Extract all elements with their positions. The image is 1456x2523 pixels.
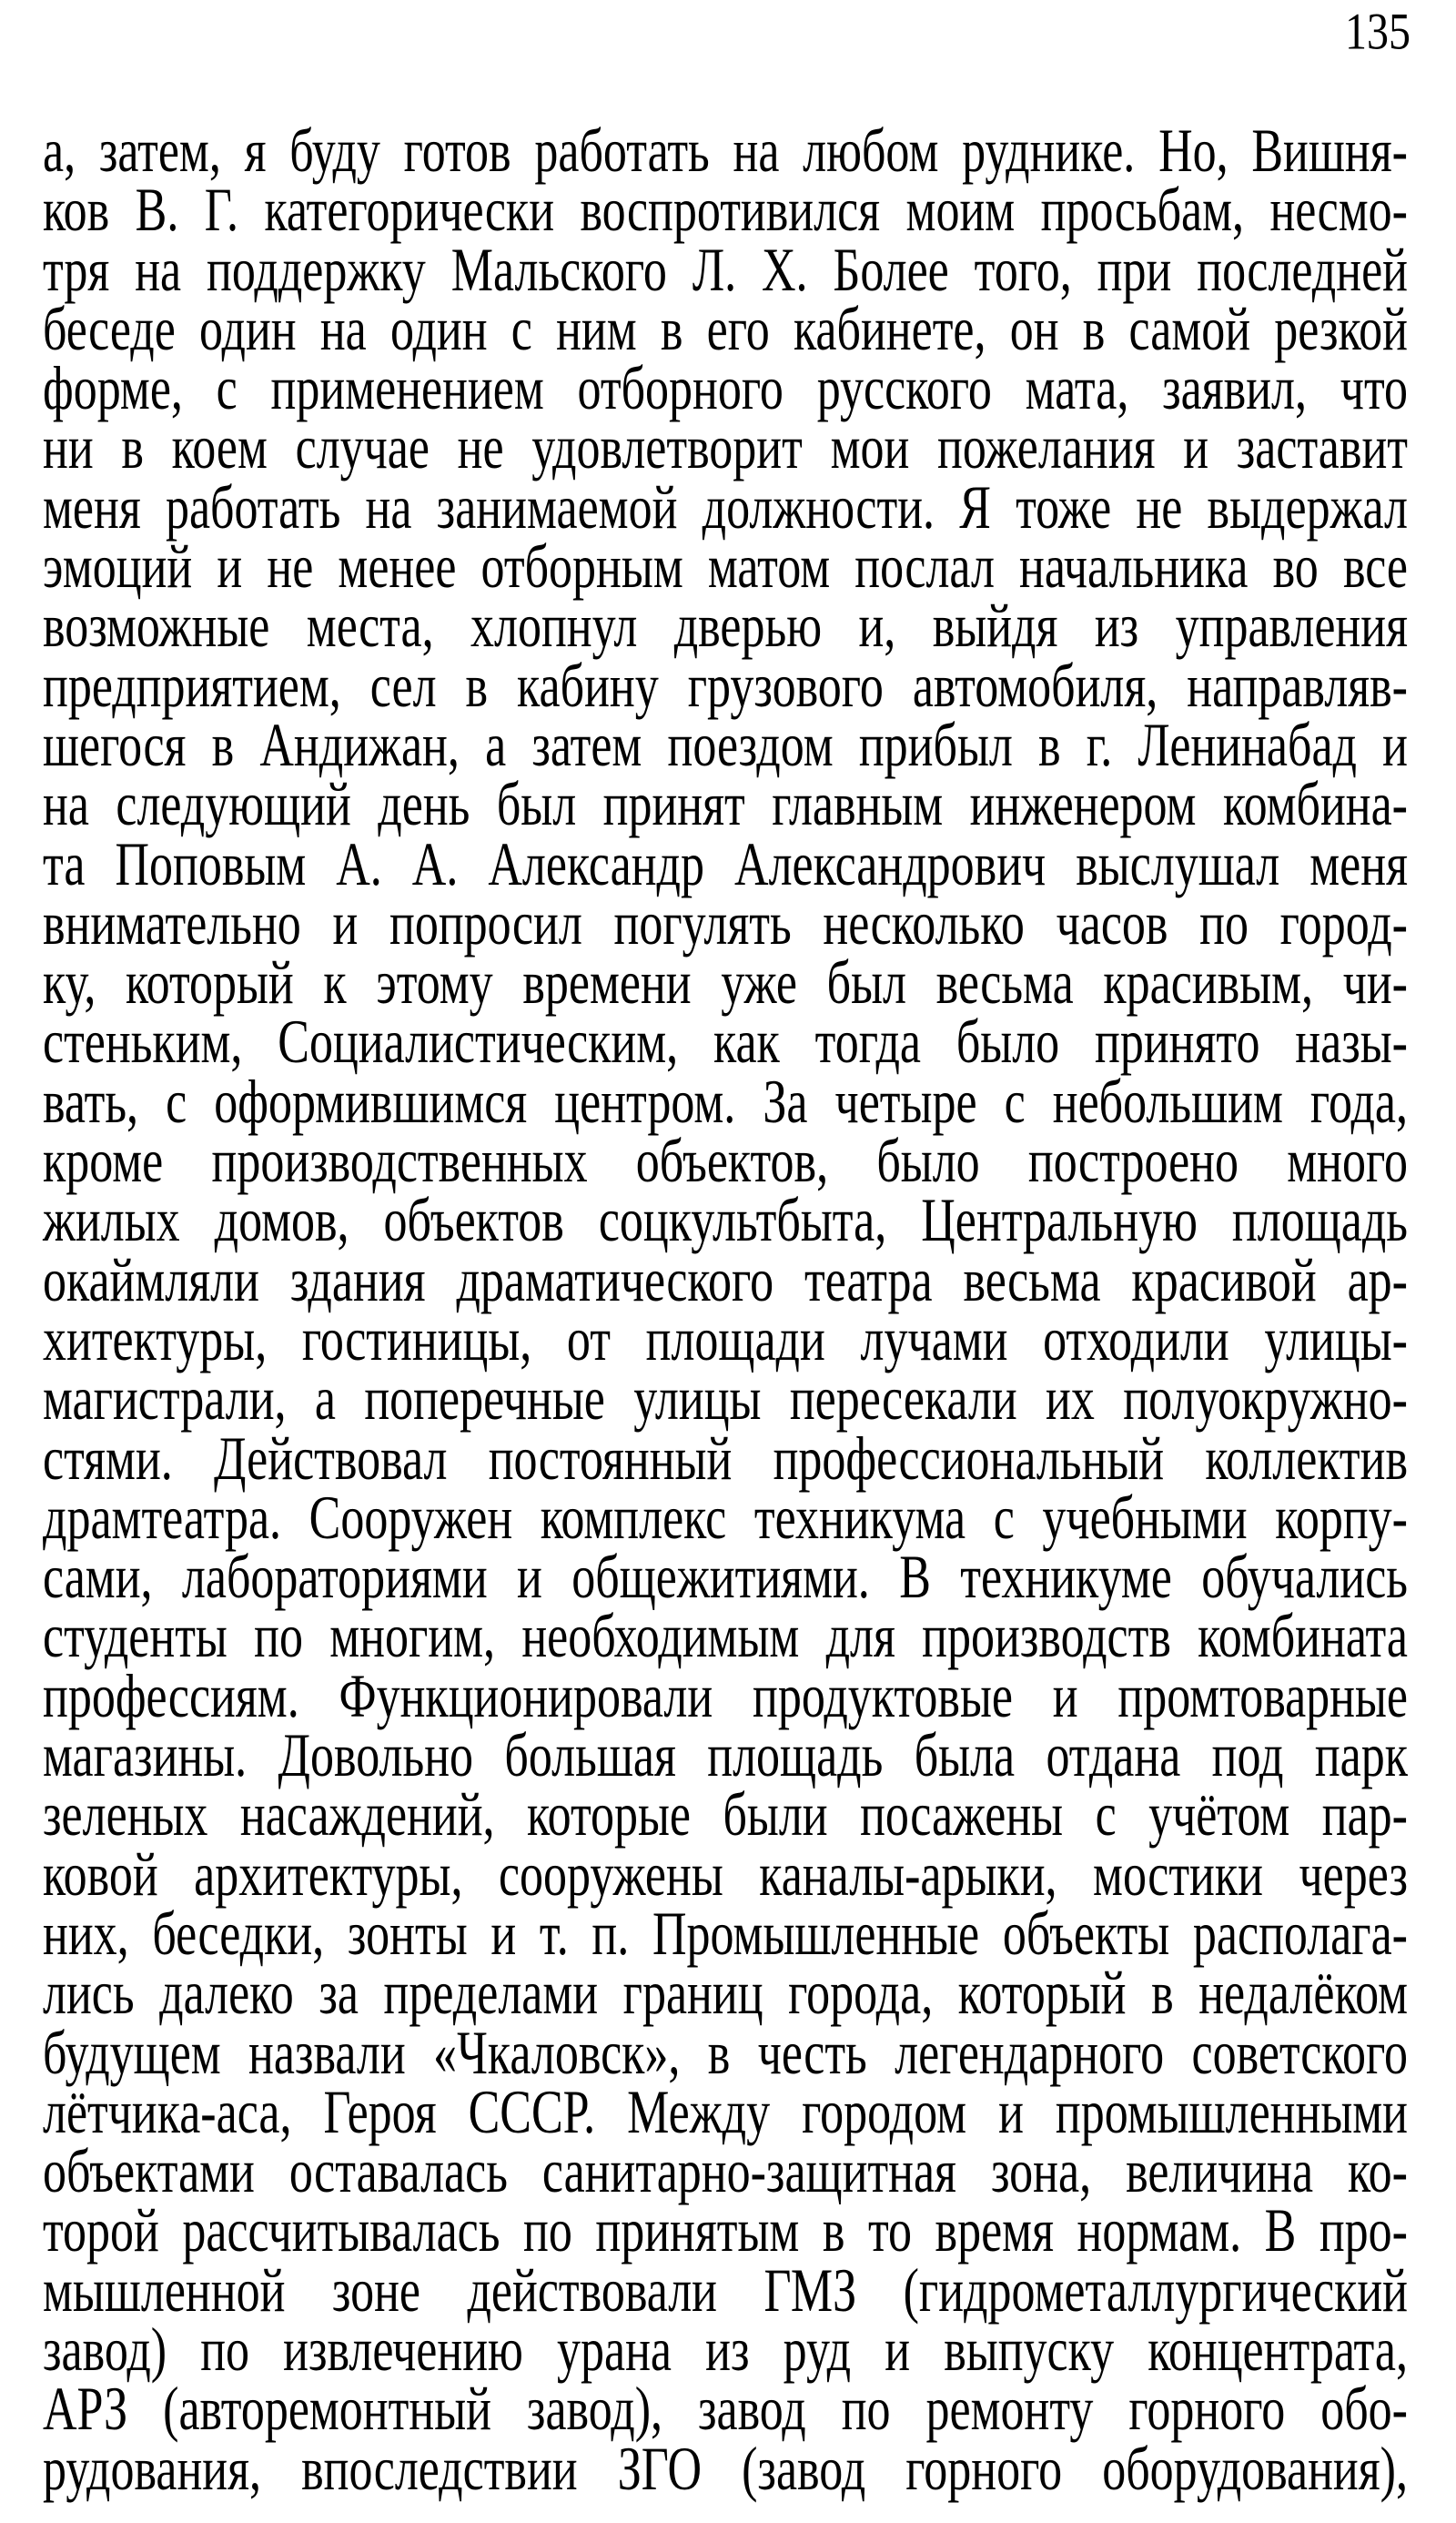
text-line: магазины. Довольно большая площадь была отдана под парк	[43, 1722, 1408, 1790]
text-line: возможные места, хлопнул дверью и, выйдя из управления	[43, 593, 1408, 661]
text-line: та Поповым А. А. Александр Александрович выслушал меня	[43, 830, 1408, 899]
text-line: профессиям. Функционировали продуктовые и промтоварные	[43, 1663, 1408, 1731]
text-line: эмоций и не менее отборным матом послал начальника во все	[43, 533, 1408, 602]
text-line: ни в коем случае не удовлетворит мои пожелания и заставит	[43, 414, 1408, 482]
text-line: АРЗ (авторемонтный завод), завод по ремонту горного обо-	[43, 2376, 1408, 2444]
text-line: меня работать на занимаемой должности. Я тоже не выдержал	[43, 474, 1408, 542]
text-line: магистрали, а поперечные улицы пересекали их полуокружно-	[43, 1365, 1408, 1434]
text-line: шегося в Андижан, а затем поездом прибыл в г. Ленинабад и	[43, 712, 1408, 780]
text-line: тря на поддержку Мальского Л. Х. Более того, при последней	[43, 236, 1408, 305]
text-line: вать, с оформившимся центром. За четыре с небольшим года,	[43, 1069, 1408, 1137]
text-line: зеленых насаждений, которые были посажены с учётом пар-	[43, 1781, 1408, 1849]
text-line: сами, лабораториями и общежитиями. В техникуме обучались	[43, 1544, 1408, 1612]
text-line: завод) по извлечению урана из руд и выпуску концентрата,	[43, 2316, 1408, 2385]
text-line: хитектуры, гостиницы, от площади лучами отходили улицы-	[43, 1306, 1408, 1374]
text-line: предприятием, сел в кабину грузового автомобиля, направляв-	[43, 653, 1408, 721]
text-line: кроме производственных объектов, было построено много	[43, 1128, 1408, 1196]
text-line: беседе один на один с ним в его кабинете, он в самой резкой	[43, 296, 1408, 364]
text-line: мышленной зоне действовали ГМЗ (гидрометаллургический	[43, 2257, 1408, 2325]
text-line: жилых домов, объектов соцкультбыта, Центральную площадь	[43, 1187, 1408, 1255]
text-line: форме, с применением отборного русского мата, заявил, что	[43, 355, 1408, 423]
text-line: ков В. Г. категорически воспротивился моим просьбам, несмо-	[43, 177, 1408, 245]
text-line: ковой архитектуры, сооружены каналы-арыки, мостики через	[43, 1841, 1408, 1910]
text-line: стями. Действовал постоянный профессиональный коллектив	[43, 1424, 1408, 1494]
text-line: внимательно и попросил погулять несколько часов по город-	[43, 890, 1408, 958]
text-line: окаймляли здания драматического театра весьма красивой ар-	[43, 1247, 1408, 1315]
text-line: драмтеатра. Сооружен комплекс техникума с учебными корпу-	[43, 1484, 1408, 1553]
text-line: рудования, впоследствии ЗГО (завод горного оборудования),	[43, 2435, 1408, 2504]
text-line: них, беседки, зонты и т. п. Промышленные объекты располага-	[43, 1900, 1408, 1969]
page-number: 135	[1345, 3, 1410, 61]
text-line: торой рассчитывалась по принятым в то время нормам. В про-	[43, 2197, 1408, 2265]
text-line: студенты по многим, необходимым для производств комбината	[43, 1603, 1408, 1671]
text-line: ку, который к этому времени уже был весьма красивым, чи-	[43, 949, 1408, 1018]
text-line: объектами оставалась санитарно-защитная зона, величина ко-	[43, 2138, 1408, 2206]
text-line: на следующий день был принят главным инженером комбина-	[43, 771, 1408, 839]
body-text-block	[43, 117, 1408, 2504]
text-line: лётчика-аса, Героя СССР. Между городом и промышленными	[43, 2079, 1408, 2147]
text-line: будущем назвали «Чкаловск», в честь легендарного советского	[43, 2019, 1408, 2088]
text-line: лись далеко за пределами границ города, который в недалёком	[43, 1960, 1408, 2028]
text-line: стеньким, Социалистическим, как тогда было принято назы-	[43, 1008, 1408, 1077]
text-line: а, затем, я буду готов работать на любом руднике. Но, Вишня-	[43, 117, 1408, 186]
